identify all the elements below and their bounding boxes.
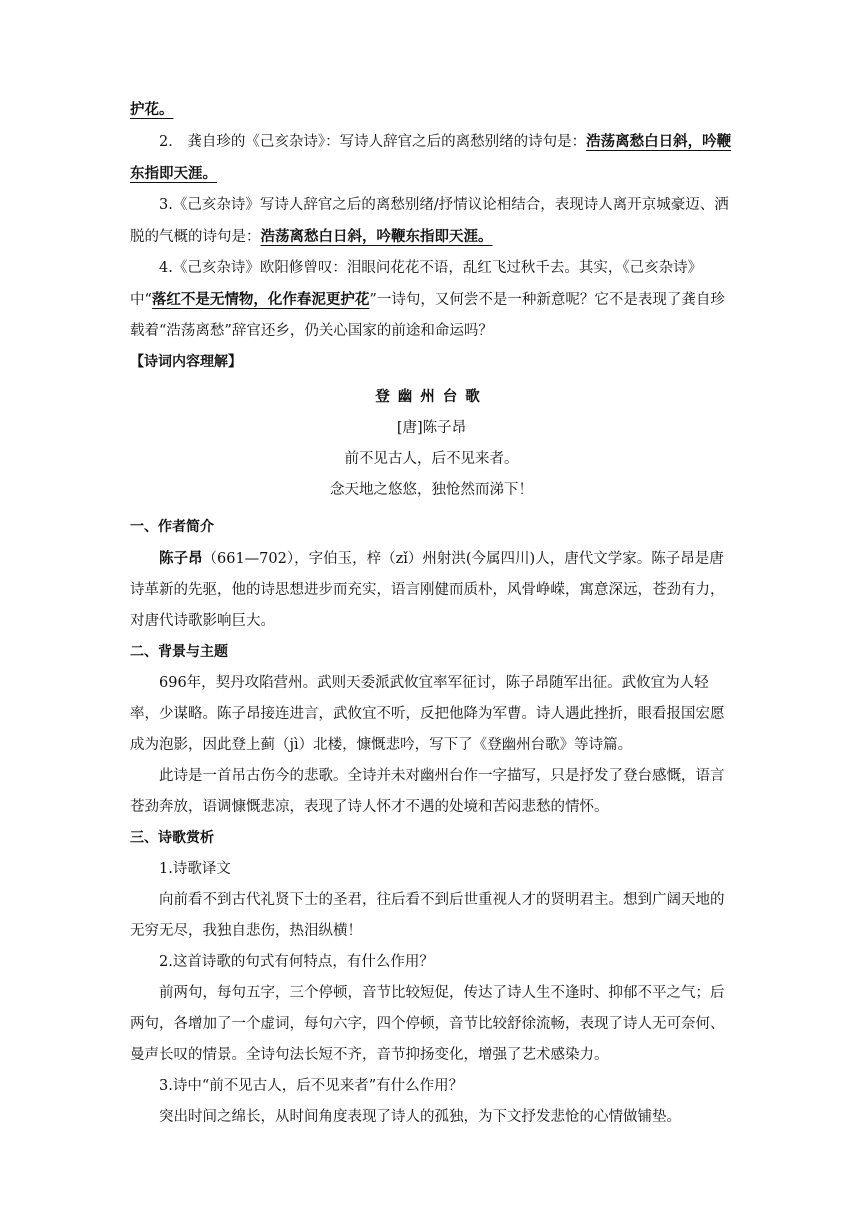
theme-paragraph: 此诗是一首吊古伤今的悲歌。全诗并未对幽州台作一字描写，只是抒发了登台感慨，语言苍劲奔放，语调慷慨悲凉，表现了诗人怀才不遇的处境和苦闷悲愁的情怀。 — [130, 768, 725, 815]
subquestion-2: 2.这首诗歌的句式有何特点，有什么作用？ — [159, 954, 434, 970]
subquestion-1: 1.诗歌译文 — [159, 861, 231, 877]
question-text: ”一诗句，又何尝不是一种新意呢？它不是表现了龚自珍载着“浩荡离愁”辞官还乡，仍关心国家的前途和命运吗？ — [130, 292, 725, 339]
answer-continuation — [130, 94, 733, 126]
answer-2: 前两句，每句五字，三个停顿，音节比较短促，传达了诗人生不逢时、抑郁不平之气；后两句，各增加了一个虚词，每句六字，四个停顿，音节比较舒徐流畅，表现了诗人无可奈何、曼声长叹的情景。全诗句法长短不齐，音节抑扬变化，增强了艺术感染力。 — [130, 985, 725, 1063]
poem-line: 前不见古人，后不见来者。 — [344, 451, 519, 467]
answer-text: 浩荡离愁白日斜，吟鞭东指即天涯。 — [260, 228, 493, 245]
background-paragraph: 696年，契丹攻陷营州。武则天委派武攸宜率军征讨，陈子昂随军出征。武攸宜为人轻率，少谋略。陈子昂接连进言，武攸宜不听，反把他降为军曹。诗人遇此挫折，眼看报国宏愿成为泡影，因此登上蓟（jì）北楼，慷慨悲吟，写下了《登幽州台歌》等诗篇。 — [130, 675, 725, 753]
answer-3: 突出时间之绵长，从时间角度表现了诗人的孤独，为下文抒发悲怆的心情做铺垫。 — [159, 1109, 681, 1125]
section-heading-author: 一、作者简介 — [130, 519, 214, 535]
poem-line: 念天地之悠悠，独怆然而涕下！ — [330, 482, 533, 498]
question-2 — [130, 126, 733, 190]
answer-text: 护花。 — [130, 101, 174, 118]
question-text: 4.《己亥杂诗》欧阳修曾叹：泪眼问花花不语，乱红飞过秋千去。其实，《己亥杂诗》中“ — [130, 260, 703, 308]
author-name: 陈子昂 — [159, 550, 203, 567]
poem-title: 登幽州台歌 — [375, 389, 488, 405]
question-3 — [130, 190, 733, 253]
section-header: 【诗词内容理解】 — [130, 354, 242, 370]
question-4 — [130, 253, 733, 347]
section-heading-appreciation: 三、诗歌赏析 — [130, 830, 214, 846]
question-text: 3.《己亥杂诗》写诗人辞官之后的离愁别绪/抒情议论相结合，表现诗人离开京城豪迈、洒脱的气概的诗句是： — [130, 197, 729, 245]
document-content — [130, 94, 733, 1133]
answer-text: 浩荡离愁白日斜，吟鞭东指即天涯。 — [130, 133, 732, 182]
author-bio — [130, 543, 733, 637]
answer-text: 落红不是无情物，化作春泥更护花 — [151, 291, 370, 308]
answer-1: 向前看不到古代礼贤下士的圣君，往后看不到后世重视人才的贤明君主。想到广阔天地的无穷无尽，我独自悲伤，热泪纵横！ — [130, 892, 725, 939]
question-text: 2． 龚自珍的《己亥杂诗》：写诗人辞官之后的离愁别绪的诗句是： — [159, 134, 587, 150]
subquestion-3: 3.诗中“前不见古人，后不见来者”有什么作用？ — [159, 1078, 464, 1094]
poem-author: [唐]陈子昂 — [396, 420, 467, 436]
section-heading-background: 二、背景与主题 — [130, 644, 228, 660]
author-bio-text: （661—702），字伯玉，梓（zǐ）州射洪(今属四川)人，唐代文学家。陈子昂是唐诗革新的先驱，他的诗思想进步而充实，语言刚健而质朴，风骨峥嵘，寓意深远，苍劲有力，对唐代诗歌影响巨大。 — [130, 551, 725, 629]
